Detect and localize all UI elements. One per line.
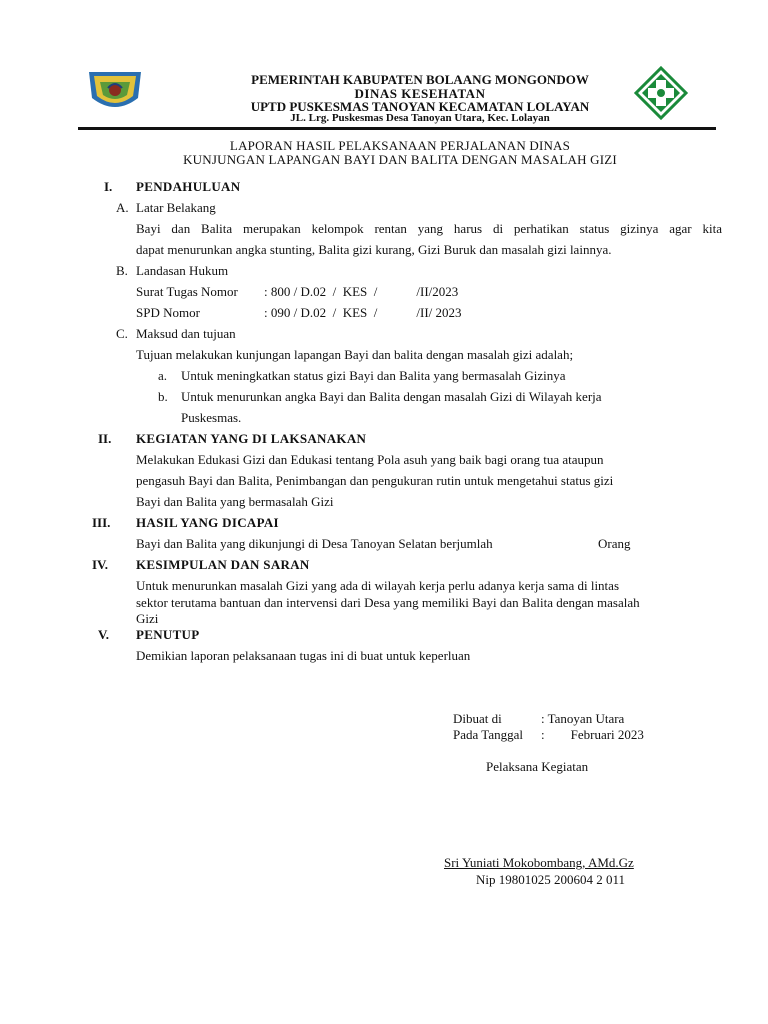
subsection-b-title: Landasan Hukum [136, 263, 229, 278]
date-label: Pada Tanggal [453, 727, 523, 742]
purpose-b-text-line2: Puskesmas. [181, 410, 242, 425]
spd-label: SPD Nomor [136, 305, 200, 320]
surat-tugas-value: : 800 / D.02 / KES / /II/2023 [264, 284, 459, 299]
header-agency: DINAS KESEHATAN [354, 86, 486, 101]
purpose-b-label: b. [158, 389, 168, 404]
purpose-b-text-line1: Untuk menurunkan angka Bayi dan Balita dengan masalah Gizi di Wilayah kerja [181, 389, 602, 404]
section-5-number: V. [98, 627, 109, 642]
activity-line1: Melakukan Edukasi Gizi dan Edukasi tentang Pola asuh yang baik bagi orang tua ataupun [136, 452, 604, 467]
regency-emblem-logo [86, 68, 144, 116]
surat-tugas-label: Surat Tugas Nomor [136, 284, 238, 299]
purpose-a-label: a. [158, 368, 168, 383]
section-2-number: II. [98, 431, 112, 446]
report-title-line2: KUNJUNGAN LAPANGAN BAYI DAN BALITA DENGAN MASALAH GIZI [183, 152, 617, 167]
activity-line3: Bayi dan Balita yang bermasalah Gizi [136, 494, 334, 509]
background-line1: Bayi dan Balita merupakan kelompok rentan yang harus di perhatikan status gizinya agar kita [136, 221, 722, 236]
subsection-a-label: A. [116, 200, 129, 215]
section-1-title: PENDAHULUAN [136, 179, 241, 194]
section-1-number: I. [104, 179, 113, 194]
result-unit: Orang [598, 536, 631, 551]
section-3-title: HASIL YANG DICAPAI [136, 515, 279, 530]
conclusion-line2: sektor terutama bantuan dan intervensi dari Desa yang memiliki Bayi dan Balita dengan masalah [136, 595, 640, 610]
purpose-a-text: Untuk meningkatkan status gizi Bayi dan Balita yang bermasalah Gizinya [181, 368, 566, 383]
background-line2: dapat menurunkan angka stunting, Balita gizi kurang, Gizi Buruk dan masalah gizi lainnya. [136, 242, 612, 257]
subsection-a-title: Latar Belakang [136, 200, 216, 215]
header-address: JL. Lrg. Puskesmas Desa Tanoyan Utara, Kec. Lolayan [290, 112, 550, 124]
subsection-c-label: C. [116, 326, 128, 341]
header-unit: UPTD PUSKESMAS TANOYAN KECAMATAN LOLAYAN [250, 99, 590, 114]
section-2-title: KEGIATAN YANG DI LAKSANAKAN [136, 431, 367, 446]
signer-role: Pelaksana Kegiatan [486, 759, 589, 774]
conclusion-line1: Untuk menurunkan masalah Gizi yang ada di wilayah kerja perlu adanya kerja sama di lintas [136, 578, 619, 593]
spd-value: : 090 / D.02 / KES / /II/ 2023 [264, 305, 462, 320]
purpose-intro: Tujuan melakukan kunjungan lapangan Bayi dan balita dengan masalah gizi adalah; [136, 347, 574, 362]
date-value: : Februari 2023 [541, 727, 644, 742]
section-3-number: III. [92, 515, 111, 530]
subsection-c-title: Maksud dan tujuan [136, 326, 236, 341]
report-title-line1: LAPORAN HASIL PELAKSANAAN PERJALANAN DINAS [229, 138, 571, 153]
signer-name: Sri Yuniati Mokobombang, AMd.Gz [444, 855, 634, 870]
section-4-title: KESIMPULAN DAN SARAN [136, 557, 310, 572]
section-4-number: IV. [92, 557, 109, 572]
section-5-title: PENUTUP [136, 627, 200, 642]
conclusion-line3: Gizi [136, 611, 159, 626]
activity-line2: pengasuh Bayi dan Balita, Penimbangan dan pengukuran rutin untuk mengetahui status gizi [136, 473, 614, 488]
made-at-label: Dibuat di [453, 711, 502, 726]
subsection-b-label: B. [116, 263, 128, 278]
header-government: PEMERINTAH KABUPATEN BOLAANG MONGONDOW [251, 72, 589, 87]
closing-text: Demikian laporan pelaksanaan tugas ini di buat untuk keperluan [136, 648, 471, 663]
result-text: Bayi dan Balita yang dikunjungi di Desa Tanoyan Selatan berjumlah [136, 536, 493, 551]
signer-nip: Nip 19801025 200604 2 011 [476, 872, 626, 887]
header-divider [78, 127, 716, 130]
made-at-value: : Tanoyan Utara [541, 711, 625, 726]
